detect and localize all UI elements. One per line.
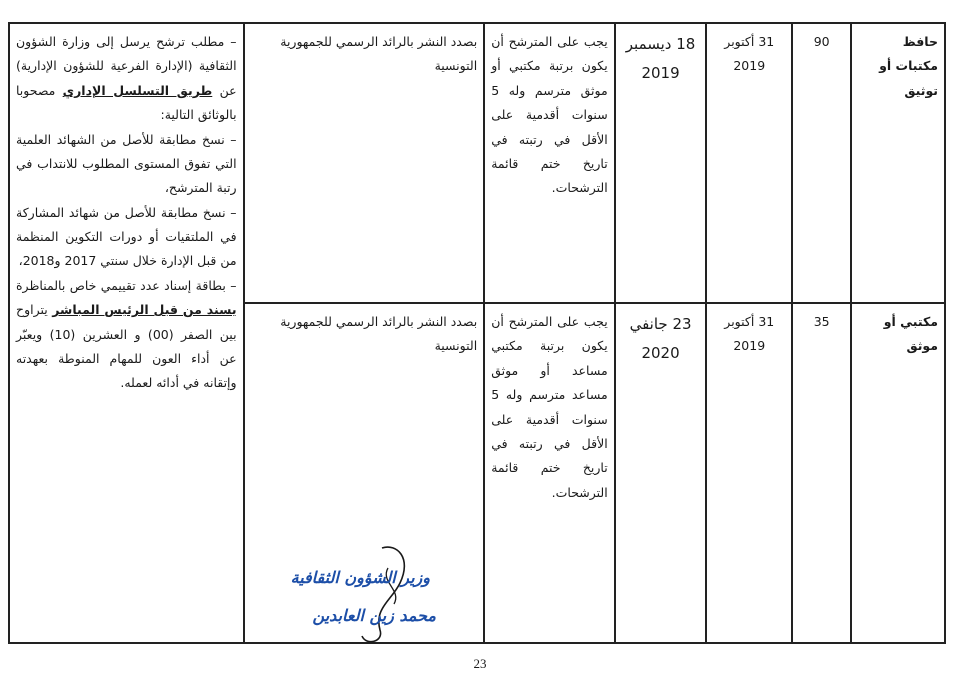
positions-table [8,22,946,644]
documents-paragraph-certificates: – نسخ مطابقة للأصل من الشهائد العلمية التي تفوق المستوى المطلوب للانتداب في رتبة المترشح، [16,131,237,196]
positions-count-cell: 35 [792,303,851,643]
signature-scribble [262,538,442,648]
closing-date-cell [615,303,707,643]
grade-title-cell: حافظ مكتبات أو توثيق [851,23,945,303]
documents-text: مصحوبا بالوثائق التالية: [16,82,237,123]
grade-title-cell: مكتبي أو موثق [851,303,945,643]
documents-text: – بطاقة إسناد عدد تقييمي خاص بالمناظرة [16,277,237,293]
documents-underlined-text: طريق التسلسل الإداري [62,82,213,98]
positions-count-cell: 90 [792,23,851,303]
documents-paragraph-seminars: – نسخ مطابقة للأصل من شهائد المشاركة في الملتقيات أو دورات التكوين المنظمة من قبل الإدارة خلال سنتي 2017 و2018، [16,204,237,269]
closing-date-text: 18 ديسمبر 2019 [625,35,696,83]
documents-paragraph-request [16,30,237,128]
documents-underlined-text: يسند من قبل الرئيس المباشر [52,302,237,318]
stamp-name: محمد زين العابدين [312,606,436,625]
conditions-cell: يجب على المترشح أن يكون برتبة مكتبي أو موثق مترسم وله 5 سنوات أقدمية على الأقل في رتبته في تاريخ ختم قائمة الترشحات. [484,23,615,303]
publication-cell: بصدد النشر بالرائد الرسمي للجمهورية التونسية [244,23,485,303]
opening-date-cell: 31 أكتوبر 2019 [706,23,792,303]
stamp-title: وزير الشؤون الثقافية [290,568,430,587]
minister-stamp [262,538,442,648]
documents-text: – مطلب ترشح يرسل إلى وزارة الشؤون الثقافية (الإدارة الفرعية للشؤون الإدارية) عن [16,34,237,98]
documents-text: يتراوح بين الصفر (00) و العشرين (10) ويعبّر عن أداء العون للمهام المنوطة بعهدته وإتقانه في أدائه لعمله. [16,302,237,391]
publication-cell: بصدد النشر بالرائد الرسمي للجمهورية التونسية [244,303,485,643]
opening-date-cell: 31 أكتوبر 2019 [706,303,792,643]
closing-date-cell [615,23,707,303]
table-row [9,23,945,303]
closing-date-text: 23 جانفي 2020 [629,315,692,363]
page-number: 23 [473,656,487,671]
conditions-cell: يجب على المترشح أن يكون برتبة مكتبي مساعد أو موثق مساعد مترسم وله 5 سنوات أقدمية على الأقل في رتبته في تاريخ ختم قائمة الترشحات. [484,303,615,643]
documents-paragraph-evaluation [16,274,237,396]
required-documents-cell [9,23,244,643]
